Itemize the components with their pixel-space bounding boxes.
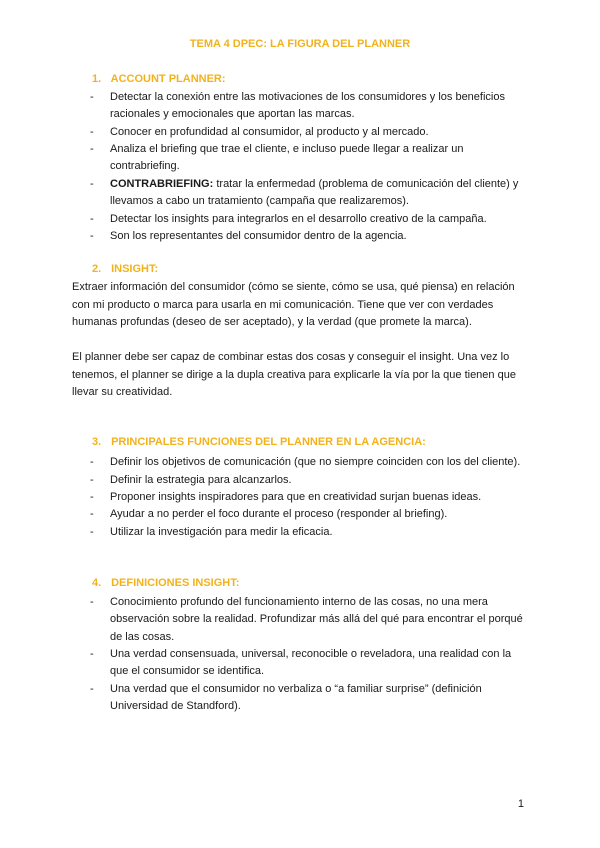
page-title: TEMA 4 DPEC: LA FIGURA DEL PLANNER [189, 38, 411, 50]
list-item-text: Detectar la conexión entre las motivaciones de los consumidores y los beneficios racionales y emocionales que aportan las marcas. [110, 91, 505, 121]
section-number: 1. [92, 73, 102, 85]
list-item-text: Ayudar a no perder el foco durante el proceso (responder al briefing). [110, 508, 448, 520]
list-item-text: Definir los objetivos de comunicación (que no siempre coinciden con los del cliente). [110, 456, 521, 468]
section-heading-insight [92, 263, 158, 275]
list-item-text-rest: tratar la enfermedad (problema de comunicación del cliente) y llevamos a cabo un tratamiento (campaña que realizaremos). [110, 178, 519, 208]
list-item-text [110, 176, 530, 211]
section-title: PRINCIPALES FUNCIONES DEL PLANNER EN LA AGENCIA: [111, 436, 426, 448]
list-item [90, 681, 530, 716]
list-item [90, 176, 530, 211]
list-item-text: Una verdad que el consumidor no verbaliza o “a familiar surprise” (definición Universidad de Standford). [110, 683, 482, 713]
list-item-text: Analiza el briefing que trae el cliente, e incluso puede llegar a realizar un contrabriefing. [110, 143, 464, 173]
list-item-text: Son los representantes del consumidor dentro de la agencia. [110, 230, 407, 242]
bullet-dash: - [90, 456, 94, 468]
list-item [90, 524, 530, 541]
list-item-text: Proponer insights inspiradores para que en creatividad surjan buenas ideas. [110, 491, 482, 503]
list-item-text: Detectar los insights para integrarlos en el desarrollo creativo de la campaña. [110, 213, 487, 225]
bullet-dash: - [90, 648, 94, 660]
bullet-dash: - [90, 178, 94, 190]
list-item [90, 489, 530, 506]
section-title: ACCOUNT PLANNER: [110, 73, 226, 85]
page-number: 1 [517, 798, 524, 810]
list-item-text: Conocimiento profundo del funcionamiento interno de las cosas, no una mera observación sobre la realidad. Profundizar más allá del qué para encontrar el porqué de las cosas. [110, 596, 523, 643]
list-item [90, 89, 530, 124]
bullet-dash: - [90, 91, 94, 103]
list-item [90, 506, 530, 523]
list-item [90, 594, 530, 646]
list-item [90, 472, 530, 489]
paragraph: Extraer información del consumidor (cómo se siente, cómo se usa, qué piensa) en relación con mi producto o marca para usarla en mi comunicación. Tiene que ver con verdades humanas profundas (deseo de ser aceptado), y la verdad (que promete la marca). [72, 281, 515, 328]
section-title: INSIGHT: [111, 263, 159, 275]
bullet-dash: - [90, 143, 94, 155]
bullet-dash: - [90, 491, 94, 503]
bullet-dash: - [90, 596, 94, 608]
section-number: 4. [92, 577, 102, 589]
list-item [90, 211, 530, 228]
list-item [90, 124, 530, 141]
bold-term: CONTRABRIEFING: [110, 178, 214, 190]
list-item-text: Conocer en profundidad al consumidor, al producto y al mercado. [110, 126, 429, 138]
section-number: 3. [92, 436, 102, 448]
section-heading-account-planner [92, 73, 226, 85]
section-number: 2. [92, 263, 102, 275]
list-item [90, 454, 530, 471]
bullet-dash: - [90, 230, 94, 242]
list-item [90, 646, 530, 681]
bullet-dash: - [90, 683, 94, 695]
bullet-dash: - [90, 508, 94, 520]
list-item-text: Una verdad consensuada, universal, reconocible o reveladora, una realidad con la que el consumidor se identifica. [110, 648, 512, 678]
section-heading-funciones [92, 436, 426, 448]
list-item-text: Utilizar la investigación para medir la eficacia. [110, 526, 333, 538]
section-heading-definiciones [92, 577, 239, 589]
bullet-dash: - [90, 213, 94, 225]
section-title: DEFINICIONES INSIGHT: [111, 577, 240, 589]
bullet-dash: - [90, 526, 94, 538]
bullet-dash: - [90, 126, 94, 138]
list-item [90, 141, 530, 176]
list-item-text: Definir la estrategia para alcanzarlos. [110, 474, 292, 486]
paragraph: El planner debe ser capaz de combinar estas dos cosas y conseguir el insight. Una vez lo tenemos, el planner se dirige a la dupla creativa para explicarle la vía por la que tienen que llevar su creatividad. [72, 351, 516, 398]
list-item [90, 228, 530, 245]
bullet-dash: - [90, 474, 94, 486]
